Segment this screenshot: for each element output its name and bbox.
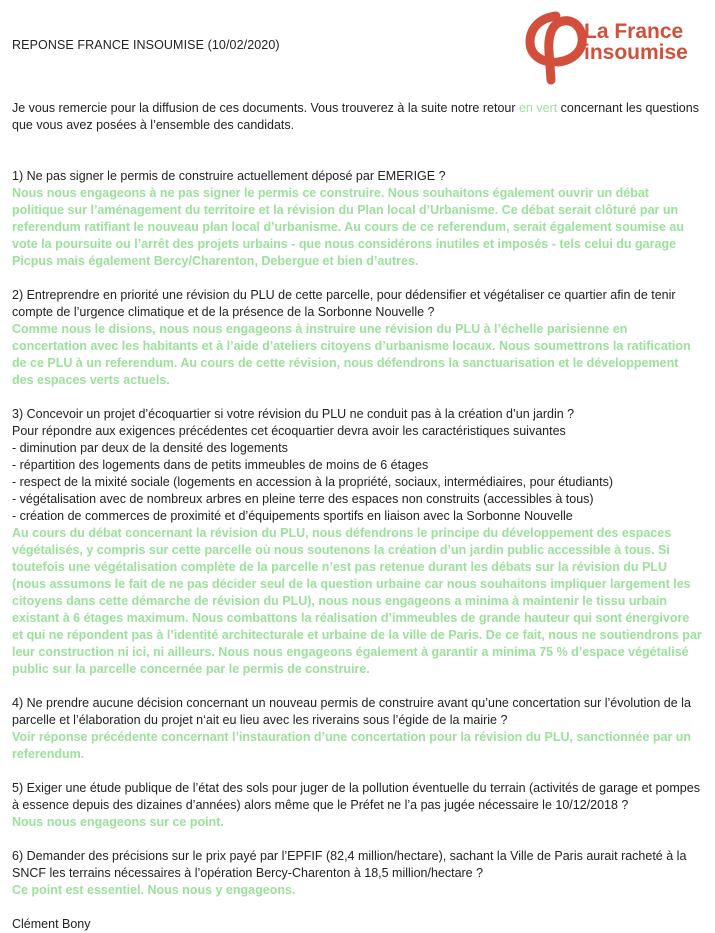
question-block-1 (12, 168, 702, 270)
page-title: REPONSE FRANCE INSOUMISE (10/02/2020) (12, 38, 280, 52)
question-text: 4) Ne prendre aucune décision concernant un nouveau permis de construire avant qu’une concertation sur l’évolution de la parcelle et l’élaboration du projet n‘ait eu lieu avec les riverains sous l’égide de la mairie ? (12, 696, 691, 727)
question-block-5 (12, 780, 702, 831)
document-body (12, 100, 702, 933)
requirement-line: - respect de la mixité sociale (logements en accession à la propriété, sociaux, intermédiaires, pour étudiants) (12, 475, 613, 489)
question-block-4 (12, 695, 702, 763)
question-block-2 (12, 287, 702, 389)
answer-text: Comme nous le disions, nous nous engageons à instruire une révision du PLU à l’échelle parisienne en concertation avec les habitants et à l’aide d’ateliers citoyens d’urbanisme locaux. Nous soumettrons la ratification de ce PLU à un referendum. Au cours de cette révision, nous défendrons la sanctuarisation et le développement des espaces verts actuels. (12, 322, 691, 387)
question-block-3 (12, 406, 702, 678)
intro-text: Je vous remercie pour la diffusion de ces documents. Vous trouverez à la suite notre retour (12, 101, 519, 115)
answer-text: Nous nous engageons sur ce point. (12, 815, 224, 829)
intro-highlight: en vert (518, 101, 558, 115)
requirement-line: - végétalisation avec de nombreux arbres en pleine terre des espaces non construits (accessibles à tous) (12, 492, 594, 506)
question-text: 5) Exiger une étude publique de l’état des sols pour juger de la pollution éventuelle du terrain (activités de garage et pompes à essence depuis des dizaines d’années) alors même que le Préfet ne l’a pas jugée nécessaire le 10/12/2018 ? (12, 781, 700, 812)
answer-text: Au cours du débat concernant la révision du PLU, nous défendrons le principe du développement des espaces végétalisés, y compris sur cette parcelle où nous soutenons la création d’un jardin public accessible à tous. Si toutefois une végétalisation complète de la parcelle n’est pas retenue durant les débats sur la révision du PLU (nous assumons le fait de ne pas décider seul de la question urbaine car nous souhaitons impliquer largement les citoyens dans cette démarche de révision du PLU), nous nous engageons a minima à maintenir le tissu urbain existant à 6 étages maximum. Nous combattons la réalisation d’immeubles de grande hauteur qui sont énergivore et qui ne répondent pas à l’identité architecturale et urbaine de la ville de Paris. De ce fait, nous ne soutiendrons par leur construction ni ici, ni ailleurs. Nous nous engageons également à garantir a minima 75 % d’espace végétalisé public sur la parcelle concernée par le permis de construire. (12, 526, 702, 676)
answer-text: Ce point est essentiel. Nous nous y engageons. (12, 883, 296, 897)
question-text: 2) Entreprendre en priorité une révision du PLU de cette parcelle, pour dédensifier et végétaliser ce quartier afin de tenir compte de l’urgence climatique et de la présence de la Sorbonne Nouvelle ? (12, 288, 676, 319)
requirement-line: - création de commerces de proximité et d’équipements sportifs en liaison avec la Sorbonne Nouvelle (12, 509, 573, 523)
question-text: 1) Ne pas signer le permis de construire actuellement déposé par EMERIGE ? (12, 169, 446, 183)
intro-paragraph (12, 100, 702, 134)
logo-text-line2: insoumise (584, 41, 688, 64)
logo-text-line1: La France (584, 20, 684, 43)
question-text: 3) Concevoir un projet d’écoquartier si votre révision du PLU ne conduit pas à la création d’un jardin ? (12, 407, 575, 421)
requirement-line: - diminution par deux de la densité des logements (12, 441, 288, 455)
signature: Clément Bony (12, 917, 91, 931)
answer-text: Voir réponse précédente concernant l’instauration d’une concertation pour la révision du PLU, sanctionnée par un referendum. (12, 730, 692, 761)
question-block-6 (12, 848, 702, 899)
requirement-line: - répartition des logements dans de petits immeubles de moins de 6 étages (12, 458, 429, 472)
requirement-line: Pour répondre aux exigences précédentes cet écoquartier devra avoir les caractéristiques suivantes (12, 424, 566, 438)
la-france-insoumise-logo (524, 10, 704, 86)
answer-text: Nous nous engageons à ne pas signer le permis ce construire. Nous souhaitons également ouvrir un débat politique sur l’aménagement du territoire et la révision du Plan local d’Urbanisme. Ce débat serait clôturé par un referendum ratifiant le nouveau plan local d’urbanisme. Au cours de ce referendum, serait également soumise au vote la poursuite ou l’arrêt des projets urbains - que nous considérons inutiles et imposés - tels celui du garage Picpus mais également Bercy/Charenton, Debergue et bien d’autres. (12, 186, 684, 268)
question-text: 6) Demander des précisions sur le prix payé par l’EPFIF (82,4 million/hectare), sachant la Ville de Paris aurait racheté à la SNCF les terrains nécessaires à l’opération Bercy-Charenton à 18,5 million/hectare ? (12, 849, 687, 880)
intro-text-end: concernant les questions que vous avez posées à l’ensemble des candidats. (12, 101, 699, 132)
